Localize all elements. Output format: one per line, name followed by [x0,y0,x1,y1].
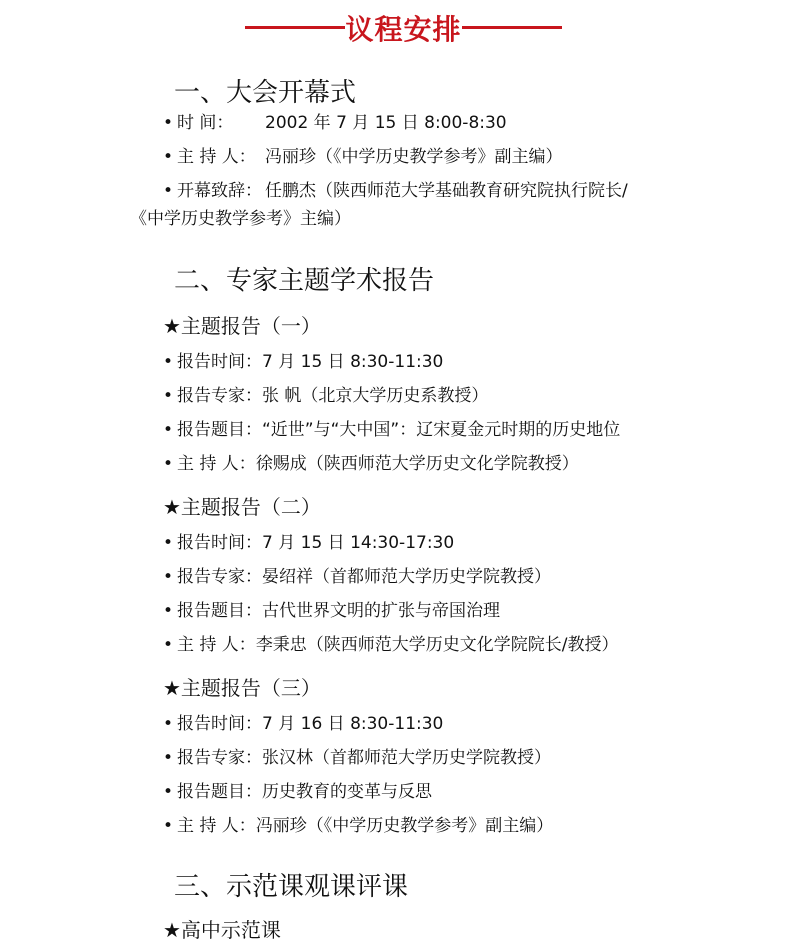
bullet-icon: • [163,420,174,440]
item-value: 7 月 15 日 14:30-17:30 [262,533,455,553]
item-label: 主 持 人： [177,816,256,836]
item-label: 报告专家： [177,567,262,587]
keynote-group-title: ★主题报告（一） [163,314,321,338]
keynote-group-title: ★主题报告（二） [163,495,321,519]
bullet-icon: • [163,113,174,133]
item-value: 古代世界文明的扩张与帝国治理 [262,601,500,621]
item-value: 7 月 16 日 8:30-11:30 [262,714,444,734]
item-label: 主 持 人： [177,147,256,167]
agenda-item [163,351,443,373]
bullet-icon: • [163,533,174,553]
item-label: 开幕致辞： [177,181,262,201]
agenda-item [163,146,563,168]
item-label: 报告专家： [177,748,262,768]
agenda-title-row [0,8,800,44]
agenda-item [163,419,620,441]
item-label: 主 持 人： [177,635,256,655]
item-value: 张 帆（北京大学历史系教授） [262,386,489,406]
item-continuation: 《中学历史教学参考》主编） [130,209,351,229]
item-value: 李秉忠（陕西师范大学历史文化学院院长/教授） [255,635,619,655]
item-value: 冯丽珍（《中学历史教学参考》副主编） [255,816,554,836]
agenda-item [163,815,553,837]
bullet-icon: • [163,816,174,836]
agenda-item [163,385,488,407]
item-value: 徐赐成（陕西师范大学历史文化学院教授） [255,454,579,474]
keynote-group-title: ★主题报告（三） [163,676,321,700]
item-value: 历史教育的变革与反思 [262,782,432,802]
agenda-item [163,781,432,803]
item-value: 张汉林（首都师范大学历史学院教授） [262,748,551,768]
section-heading-opening: 一、大会开幕式 [174,78,357,108]
bullet-icon: • [163,147,174,167]
bullet-icon: • [163,454,174,474]
agenda-item [163,566,551,588]
agenda-item [163,532,454,554]
item-label: 主 持 人： [177,454,256,474]
item-label: 报告时间： [177,352,262,372]
item-label: 报告专家： [177,386,262,406]
item-label: 报告时间： [177,714,262,734]
agenda-item [163,713,443,735]
agenda-item [163,600,500,622]
item-label: 时 间： [177,113,234,133]
bullet-icon: • [163,352,174,372]
agenda-item [163,180,628,202]
item-value: “近世”与“大中国”：辽宋夏金元时期的历史地位 [262,420,621,440]
item-label: 报告时间： [177,533,262,553]
section-heading-demo-lessons: 三、示范课观课评课 [174,872,409,902]
bullet-icon: • [163,635,174,655]
bullet-icon: • [163,782,174,802]
item-label: 报告题目： [177,601,262,621]
title-decor-line-left [245,26,345,29]
item-value: 2002 年 7 月 15 日 8:00-8:30 [265,113,507,133]
bullet-icon: • [163,567,174,587]
section-heading-keynotes: 二、专家主题学术报告 [174,266,435,296]
demo-group-title: ★高中示范课 [163,918,281,942]
agenda-item [163,747,551,769]
item-value: 冯丽珍（《中学历史教学参考》副主编） [265,147,563,167]
bullet-icon: • [163,748,174,768]
bullet-icon: • [163,386,174,406]
item-label: 报告题目： [177,782,262,802]
item-label: 报告题目： [177,420,262,440]
bullet-icon: • [163,601,174,621]
item-value: 7 月 15 日 8:30-11:30 [262,352,444,372]
item-value: 任鹏杰（陕西师范大学基础教育研究院执行院长/ [265,181,628,201]
item-value: 晏绍祥（首都师范大学历史学院教授） [262,567,551,587]
agenda-item [163,453,579,475]
bullet-icon: • [163,181,174,201]
title-decor-line-right [462,26,562,29]
agenda-item [163,112,507,134]
agenda-item [163,634,619,656]
page-title: 议程安排 [345,13,462,46]
bullet-icon: • [163,714,174,734]
